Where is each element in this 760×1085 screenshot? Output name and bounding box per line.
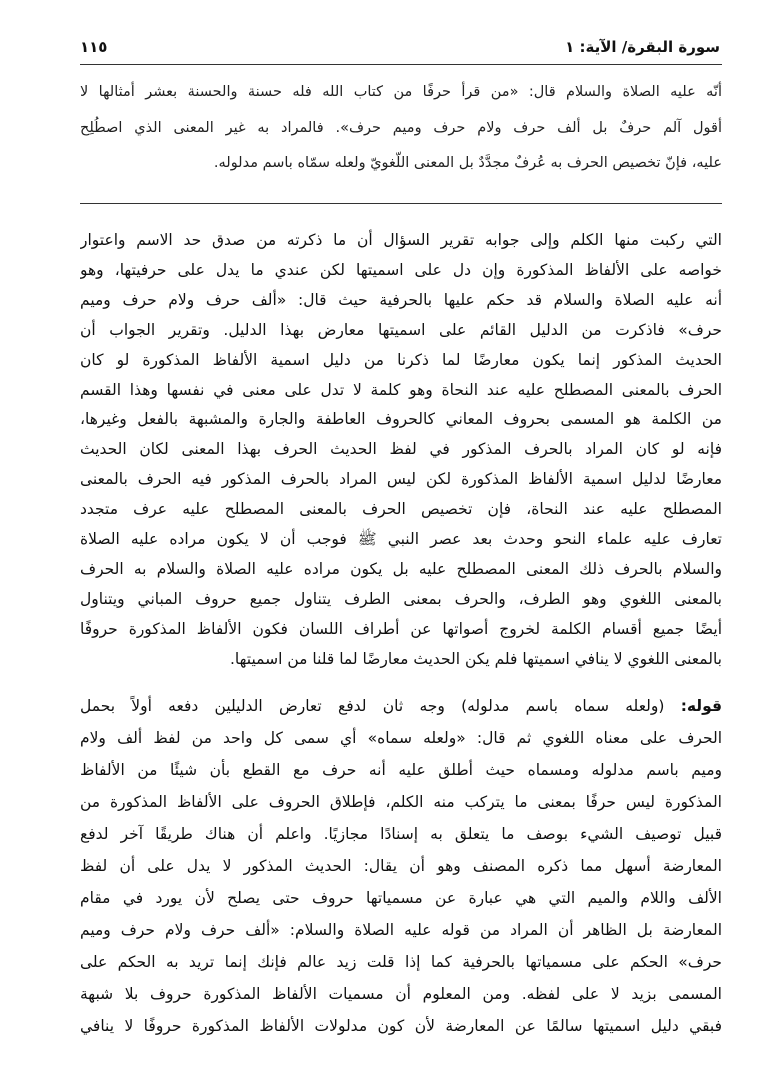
- text-line: تعارف عليه علماء النحو وحدث بعد عصر النبي ﷺ فوجب أن لا يكون مراده عليه الصلاة: [80, 530, 722, 548]
- text-line: المصطلح عليه عند النحاة، فإن تخصيص الحرف بالمعنى المصطلح عليه عرف متجدد: [80, 500, 722, 519]
- text-line: حرف» الحكم على مسمياتها بالحرفية كما إذا قلت زيد عالم فإنك إنما تريد به الحكم على: [80, 953, 722, 971]
- text-line: فإنه لو كان المراد بالحرف المذكور في لفظ الحديث الحرف بهذا المعنى لكان الحديث: [80, 440, 722, 459]
- text-line: حرف» فاذكرت من الدليل القائم على اسميتها معارض بهذا الدليل. وتقرير الجواب أن: [80, 320, 722, 339]
- text-line: خواصه على الألفاظ المذكورة وإن دل على اسميتها لكن عندي ما يدل على حرفيتها، وهو: [80, 260, 722, 279]
- text-line: [80, 692, 722, 720]
- section-divider: [80, 203, 722, 204]
- text-line: بالمعنى اللغوي لا ينافي اسميتها فلم يكن الحديث معارضًا لما قلنا من اسميتها.: [229, 649, 722, 668]
- text-line: قبيل توصيف الشيء بوصف ما يتعلق به إسنادًا مجازيًا. واعلم أن هناك طريقًا آخر لدفع: [80, 825, 722, 843]
- text-line: الألف واللام والميم التي هي عبارة عن مسمياتها حروف حتى يصلح لأن يورد في مقام: [80, 889, 722, 907]
- header-rule: [80, 64, 722, 65]
- text-line: أنّه عليه الصلاة والسلام قال: «من قرأ حرفًا من كتاب الله فله حسنة والحسنة بعشر أمثالها لا: [80, 84, 722, 100]
- text-line: أيضًا جميع أقسام الكلمة لخروج أصواتها عن أطراف اللسان فكون الألفاظ المذكورة حروفًا: [80, 619, 722, 638]
- text-line: فبقي دليل اسميتها سالمًا عن المعارضة لأن كون مدلولات الألفاظ المذكورة حروفًا لا ينافي: [80, 1017, 722, 1035]
- text-line: عليه، فإنّ تخصيص الحرف به عُرفٌ مجدَّدٌ بل المعنى اللّغويّ ولعله سمّاه باسم مدلوله.: [213, 155, 722, 171]
- text-line: أنه عليه الصلاة والسلام قد حكم عليها بالحرفية حيث قال: «ألف حرف ولام حرف وميم: [80, 290, 722, 309]
- text-line: وميم باسم مدلوله ومسماه حيث أطلق عليه أنه حرف مع القطع بأن شيئًا من الألفاظ: [80, 761, 722, 779]
- text-line: من الكلمة هو المسمى بحروف المعاني كالحروف العاطفة والجارة والمشبهة بالفعل وغيرها،: [80, 410, 722, 429]
- text-line: الحرف على معناه اللغوي ثم قال: «ولعله سماه» أي سمى كل واحد من لفظ ألف ولام: [80, 729, 722, 747]
- text-line: المعارضة أسهل مما ذكره المصنف وهو أن يقال: الحديث المذكور لا يدل على أن لفظ: [80, 857, 722, 875]
- running-header-surah: سورة البقرة/ الآية: ١: [565, 38, 720, 56]
- text-line: المعارضة بل الظاهر أن المراد من قوله عليه الصلاة والسلام: «ألف حرف ولام حرف وميم: [80, 921, 722, 939]
- text-line: بالمعنى اللغوي وهو الطرف، والحرف بمعنى الطرف يتناول جميع حروف المباني ويتناول: [80, 589, 722, 608]
- text-line: التي ركبت منها الكلم وإلى جوابه تقرير السؤال أن ما ذكرته من صدق حد الاسم واعتوار: [80, 231, 722, 249]
- text-line: المذكورة ليس حرفًا بمعنى ما يتركب منه الكلم، فإطلاق الحروف على الألفاظ المذكورة من: [80, 793, 722, 811]
- text-line: والسلام بالحرف ذلك المعنى المصطلح عليه بل يكون مراده عليه الصلاة والسلام به الحرف: [80, 559, 722, 578]
- text-line: معارضًا لدليل اسمية الألفاظ المذكورة لكن ليس المراد بالحرف المذكور فيه الحرف بالمعنى: [80, 470, 722, 489]
- text-line: الحديث المذكور إنما يكون معارضًا لما ذكرنا من دليل اسمية الألفاظ المذكورة لو كان: [80, 350, 722, 369]
- lead-word: قوله:: [680, 697, 722, 715]
- text-line: أقول آلم حرفٌ بل ألف حرف ولام حرف وميم حرف». فالمراد به غير المعنى الذي اصطُلِح: [80, 119, 722, 136]
- line-text: (ولعله سماه باسم مدلوله) وجه ثان لدفع تعارض الدليلين دفعه أولاً بحمل: [80, 697, 665, 715]
- page-number: ١١٥: [80, 38, 108, 56]
- text-line: المسمى بزيد لا على لفظه. ومن المعلوم أن مسميات الألفاظ المذكورة حروف بلا شبهة: [80, 985, 722, 1003]
- text-line: الحرف بالمعنى المصطلح عليه عند النحاة وهو كلمة لا تدل على معنى في نفسها وهذا القسم: [80, 380, 722, 399]
